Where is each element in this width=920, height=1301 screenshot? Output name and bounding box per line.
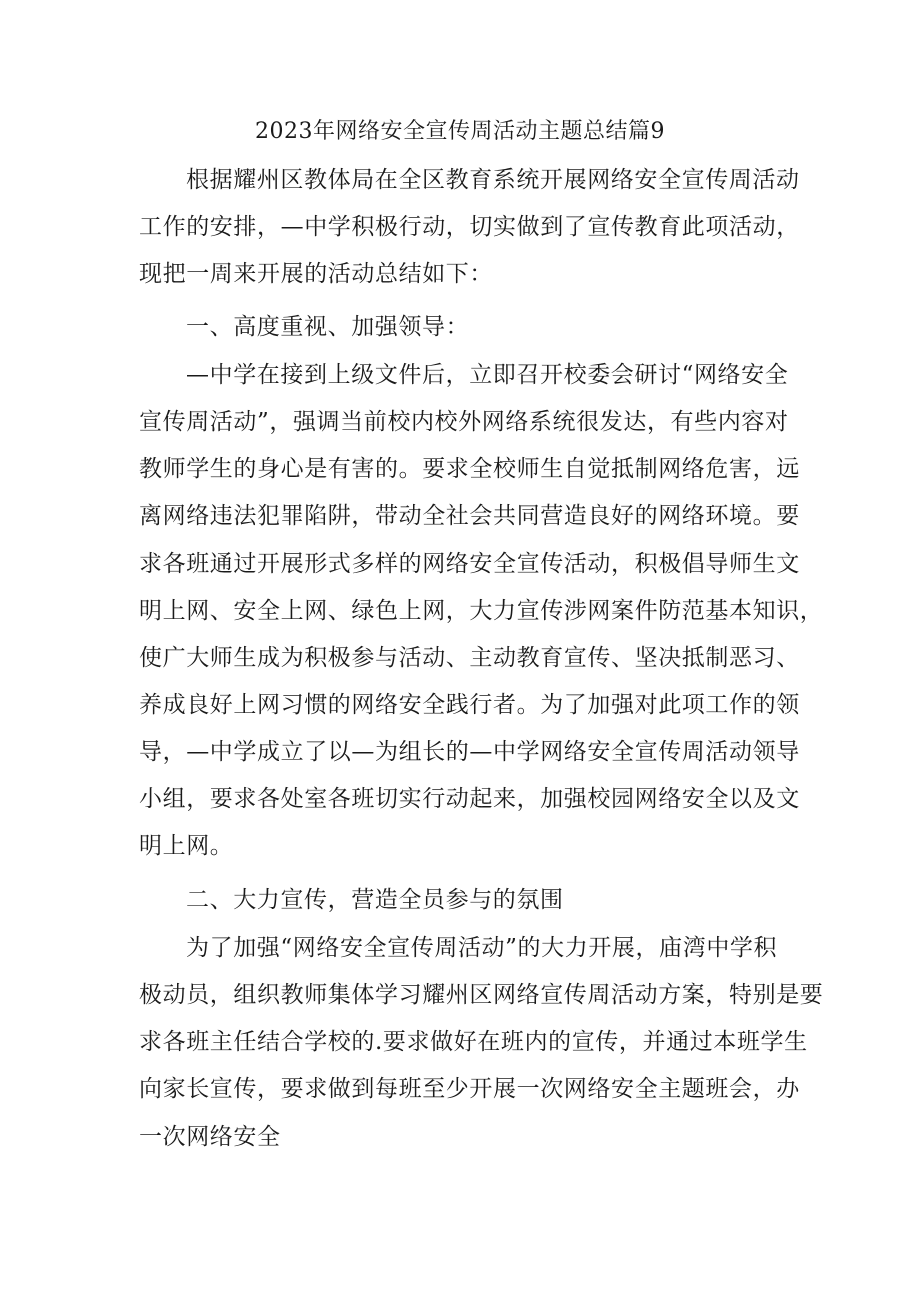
paragraph-line: 一次网络安全 [139, 1124, 281, 1150]
paragraph-line: 养成良好上网习惯的网络安全践行者。为了加强对此项工作的领 [139, 692, 800, 718]
paragraph-line: 根据耀州区教体局在全区教育系统开展网络安全宣传周活动 [186, 167, 800, 193]
paragraph-line: 工作的安排，—中学积极行动，切实做到了宣传教育此项活动， [139, 214, 800, 240]
paragraph-line: 求各班通过开展形式多样的网络安全宣传活动，积极倡导师生文 [139, 551, 800, 577]
paragraph-line: 求各班主任结合学校的.要求做好在班内的宣传，并通过本班学生 [139, 1029, 808, 1055]
paragraph-line: 明上网。 [139, 833, 234, 859]
paragraph-line: 为了加强“网络安全宣传周活动”的大力开展，庙湾中学积 [186, 935, 778, 961]
paragraph-line: 小组，要求各处室各班切实行动起来，加强校园网络安全以及文 [139, 786, 800, 812]
paragraph-line: 导，—中学成立了以—为组长的—中学网络安全宣传周活动领导 [139, 739, 800, 765]
paragraph-line: 使广大师生成为积极参与活动、主动教育宣传、坚决抵制恶习、 [139, 645, 800, 671]
paragraph-line: 离网络违法犯罪陷阱，带动全社会共同营造良好的网络环境。要 [139, 503, 800, 529]
paragraph-line: 极动员，组织教师集体学习耀州区网络宣传周活动方案，特别是要 [139, 982, 824, 1008]
paragraph-line: —中学在接到上级文件后，立即召开校委会研讨“网络安全 [186, 362, 789, 388]
paragraph-line: 教师学生的身心是有害的。要求全校师生自觉抵制网络危害，远 [139, 456, 800, 482]
paragraph-line: 向家长宣传，要求做到每班至少开展一次网络安全主题班会，办 [139, 1076, 800, 1102]
document-title: 2023年网络安全宣传周活动主题总结篇9 [255, 119, 665, 144]
paragraph-line: 现把一周来开展的活动总结如下： [139, 261, 493, 287]
section-heading: 一、高度重视、加强领导： [186, 314, 470, 340]
section-heading: 二、大力宣传，营造全员参与的氛围 [186, 887, 564, 913]
paragraph-line: 宣传周活动”，强调当前校内校外网络系统很发达，有些内容对 [139, 409, 789, 435]
paragraph-line: 明上网、安全上网、绿色上网，大力宣传涉网案件防范基本知识， [139, 598, 824, 624]
